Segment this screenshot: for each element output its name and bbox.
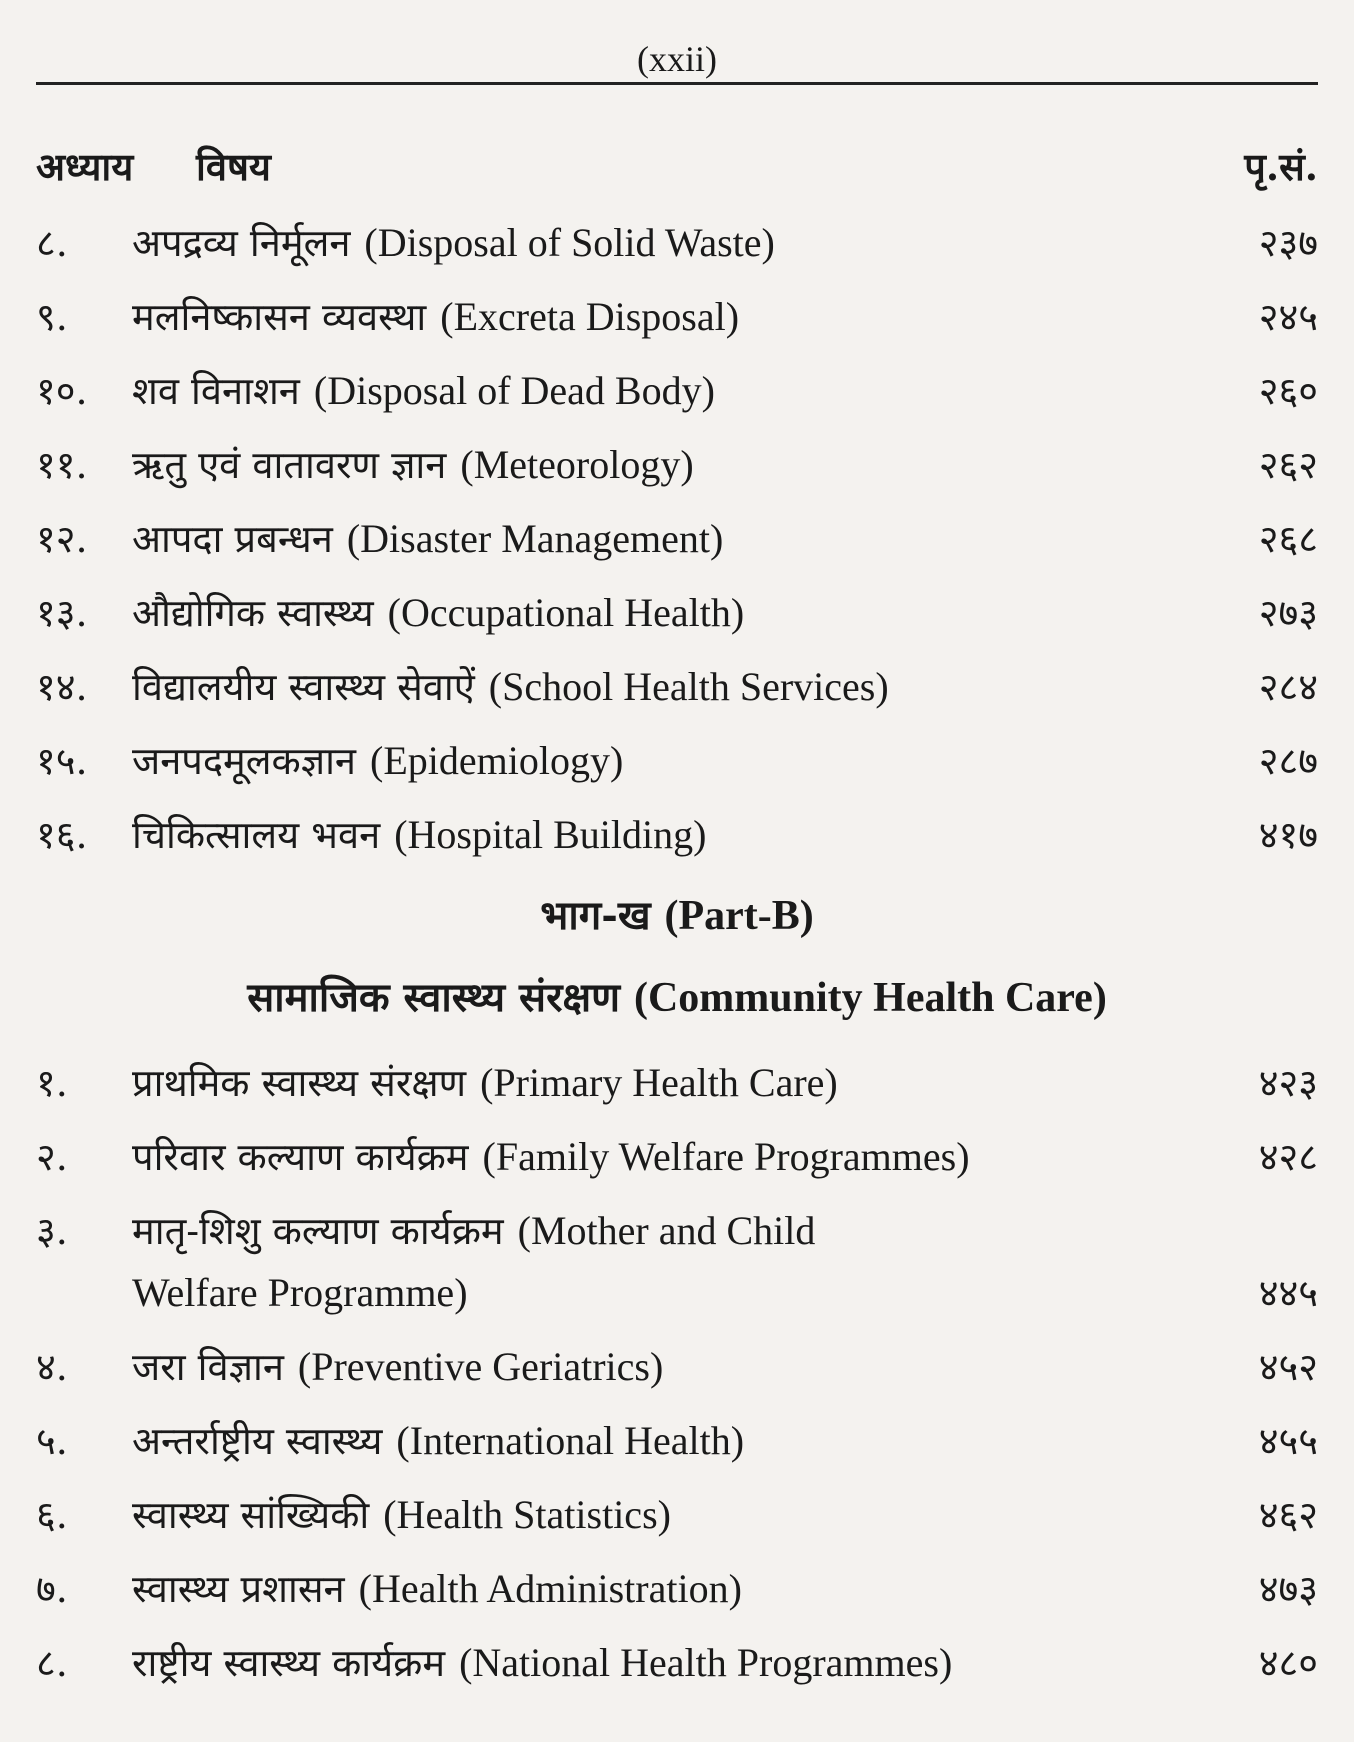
- entry-title: [132, 1052, 838, 1114]
- entry-title-hindi: ऋतु एवं वातावरण ज्ञान: [132, 443, 447, 487]
- entry-page: २६२: [1258, 443, 1318, 487]
- toc-entry: [36, 582, 1318, 644]
- entry-title-hindi: अन्तर्राष्ट्रीय स्वास्थ्य: [132, 1419, 383, 1463]
- entry-title: [132, 582, 744, 644]
- entry-page: ४२८: [1258, 1135, 1318, 1179]
- table-header: [36, 140, 1318, 200]
- toc-entry: [36, 1410, 1318, 1472]
- entry-number: १४.: [36, 665, 88, 709]
- entry-title: [132, 286, 739, 348]
- entry-number: ५.: [36, 1419, 68, 1463]
- toc-entry: [36, 508, 1318, 570]
- entry-title-english: (Disposal of Solid Waste): [364, 220, 775, 265]
- entry-title-hindi: आपदा प्रबन्धन: [132, 517, 333, 561]
- toc-entry: [36, 1200, 1318, 1324]
- page-column-header: पृ.सं.: [1244, 144, 1318, 189]
- entry-title-english: (International Health): [396, 1418, 745, 1463]
- entry-number: १०.: [36, 369, 88, 413]
- entry-title-hindi: शव विनाशन: [132, 369, 300, 413]
- entry-title-hindi: अपद्रव्य निर्मूलन: [132, 221, 351, 265]
- entry-title-english: (National Health Programmes): [459, 1640, 953, 1685]
- entry-title-english: (Excreta Disposal): [440, 294, 740, 339]
- entry-title-hindi: विद्यालयीय स्वास्थ्य सेवाऐं: [132, 665, 475, 709]
- entry-title-hindi: स्वास्थ्य प्रशासन: [132, 1567, 345, 1611]
- entry-title: [132, 434, 694, 496]
- entry-number: १.: [36, 1061, 68, 1105]
- entry-page: २८४: [1258, 665, 1318, 709]
- toc-entry: [36, 1558, 1318, 1620]
- entry-title-english: (Hospital Building): [394, 812, 707, 857]
- toc-entry: [36, 286, 1318, 348]
- entry-number: १५.: [36, 739, 88, 783]
- entry-title-hindi: औद्योगिक स्वास्थ्य: [132, 591, 374, 635]
- header-rule: [36, 82, 1318, 85]
- entry-page: २६८: [1258, 517, 1318, 561]
- entry-title: [132, 1336, 663, 1398]
- entry-title: [132, 1558, 742, 1620]
- entry-title-hindi: राष्ट्रीय स्वास्थ्य कार्यक्रम: [132, 1641, 446, 1685]
- entry-page: ४५५: [1258, 1419, 1318, 1463]
- entry-title-english: (School Health Services): [488, 664, 889, 709]
- entry-title: [132, 360, 715, 422]
- part-b-heading-english: (Part-B): [664, 893, 814, 939]
- entry-title: [132, 1126, 970, 1188]
- entry-title: [132, 508, 723, 570]
- entry-number: ७.: [36, 1567, 68, 1611]
- entry-page: २८७: [1258, 739, 1318, 783]
- entry-page: ४१७: [1258, 813, 1318, 857]
- entry-page: ४८०: [1258, 1641, 1318, 1685]
- entry-title-english: (Family Welfare Programmes): [482, 1134, 970, 1179]
- part-b-subtitle-hindi: सामाजिक स्वास्थ्य संरक्षण: [247, 974, 621, 1021]
- entry-title: [132, 656, 889, 718]
- toc-entry: [36, 730, 1318, 792]
- entry-title: [132, 212, 775, 274]
- entry-page: २४५: [1258, 295, 1318, 339]
- entry-title-hindi: प्राथमिक स्वास्थ्य संरक्षण: [132, 1061, 467, 1105]
- entry-number: ८.: [36, 1641, 68, 1685]
- entry-title-english: (Disaster Management): [346, 516, 724, 561]
- toc-entry: [36, 1126, 1318, 1188]
- entry-page: २७३: [1258, 591, 1318, 635]
- entry-title-english-continued: Welfare Programme): [132, 1270, 468, 1315]
- entry-title-english: (Meteorology): [460, 442, 694, 487]
- entry-title: [132, 1410, 744, 1472]
- entry-title-hindi: जरा विज्ञान: [132, 1345, 284, 1389]
- entry-title: [132, 730, 623, 792]
- entry-title: [132, 1484, 671, 1546]
- entry-title-hindi: जनपदमूलकज्ञान: [132, 739, 357, 783]
- subject-column-header: विषय: [196, 144, 271, 189]
- entry-page: २३७: [1258, 221, 1318, 265]
- entry-title-english: (Occupational Health): [387, 590, 745, 635]
- entry-title-hindi: मलनिष्कासन व्यवस्था: [132, 295, 427, 339]
- toc-entry: [36, 434, 1318, 496]
- entry-number: १२.: [36, 517, 88, 561]
- entry-number: २.: [36, 1135, 68, 1179]
- entry-title: [132, 804, 706, 866]
- entry-number: ४.: [36, 1345, 68, 1389]
- toc-entry: [36, 1632, 1318, 1694]
- part-b-subtitle-english: (Community Health Care): [633, 975, 1107, 1021]
- entry-title-hindi: चिकित्सालय भवन: [132, 813, 381, 857]
- part-b-subtitle: [0, 968, 1354, 1023]
- entry-page: ४४५: [1258, 1271, 1318, 1315]
- entry-page: ४२३: [1258, 1061, 1318, 1105]
- entry-number: ८.: [36, 221, 68, 265]
- entry-page: ४६२: [1258, 1493, 1318, 1537]
- entry-page: ४५२: [1258, 1345, 1318, 1389]
- entry-title-english: (Health Statistics): [383, 1492, 671, 1537]
- entry-title-hindi: मातृ-शिशु कल्याण कार्यक्रम: [132, 1209, 504, 1253]
- entry-title: [132, 1200, 816, 1315]
- part-b-heading: [0, 886, 1354, 941]
- chapter-column-header: अध्याय: [36, 144, 134, 189]
- toc-entry: [36, 212, 1318, 274]
- entry-page: २६०: [1258, 369, 1318, 413]
- toc-entry: [36, 1484, 1318, 1546]
- entry-number: ९.: [36, 295, 68, 339]
- entry-title-english: (Primary Health Care): [480, 1060, 838, 1105]
- entry-number: ३.: [36, 1209, 68, 1253]
- entry-number: ११.: [36, 443, 88, 487]
- entry-title-hindi: स्वास्थ्य सांख्यिकी: [132, 1493, 370, 1537]
- entry-title-english: (Health Administration): [358, 1566, 742, 1611]
- toc-entry: [36, 1336, 1318, 1398]
- entry-page: ४७३: [1258, 1567, 1318, 1611]
- entry-number: ६.: [36, 1493, 68, 1537]
- page-number: (xxii): [637, 39, 717, 79]
- entry-number: १६.: [36, 813, 88, 857]
- entry-title: [132, 1632, 952, 1694]
- entry-title-english: (Epidemiology): [370, 738, 624, 783]
- entry-number: १३.: [36, 591, 88, 635]
- toc-entry: [36, 656, 1318, 718]
- part-b-heading-hindi: भाग-ख: [540, 892, 651, 939]
- toc-entry: [36, 360, 1318, 422]
- entry-title-hindi: परिवार कल्याण कार्यक्रम: [132, 1135, 469, 1179]
- toc-entry: [36, 804, 1318, 866]
- entry-title-english: (Mother and Child: [517, 1208, 816, 1253]
- toc-entry: [36, 1052, 1318, 1114]
- entry-title-english: (Disposal of Dead Body): [313, 368, 715, 413]
- entry-title-english: (Preventive Geriatrics): [297, 1344, 664, 1389]
